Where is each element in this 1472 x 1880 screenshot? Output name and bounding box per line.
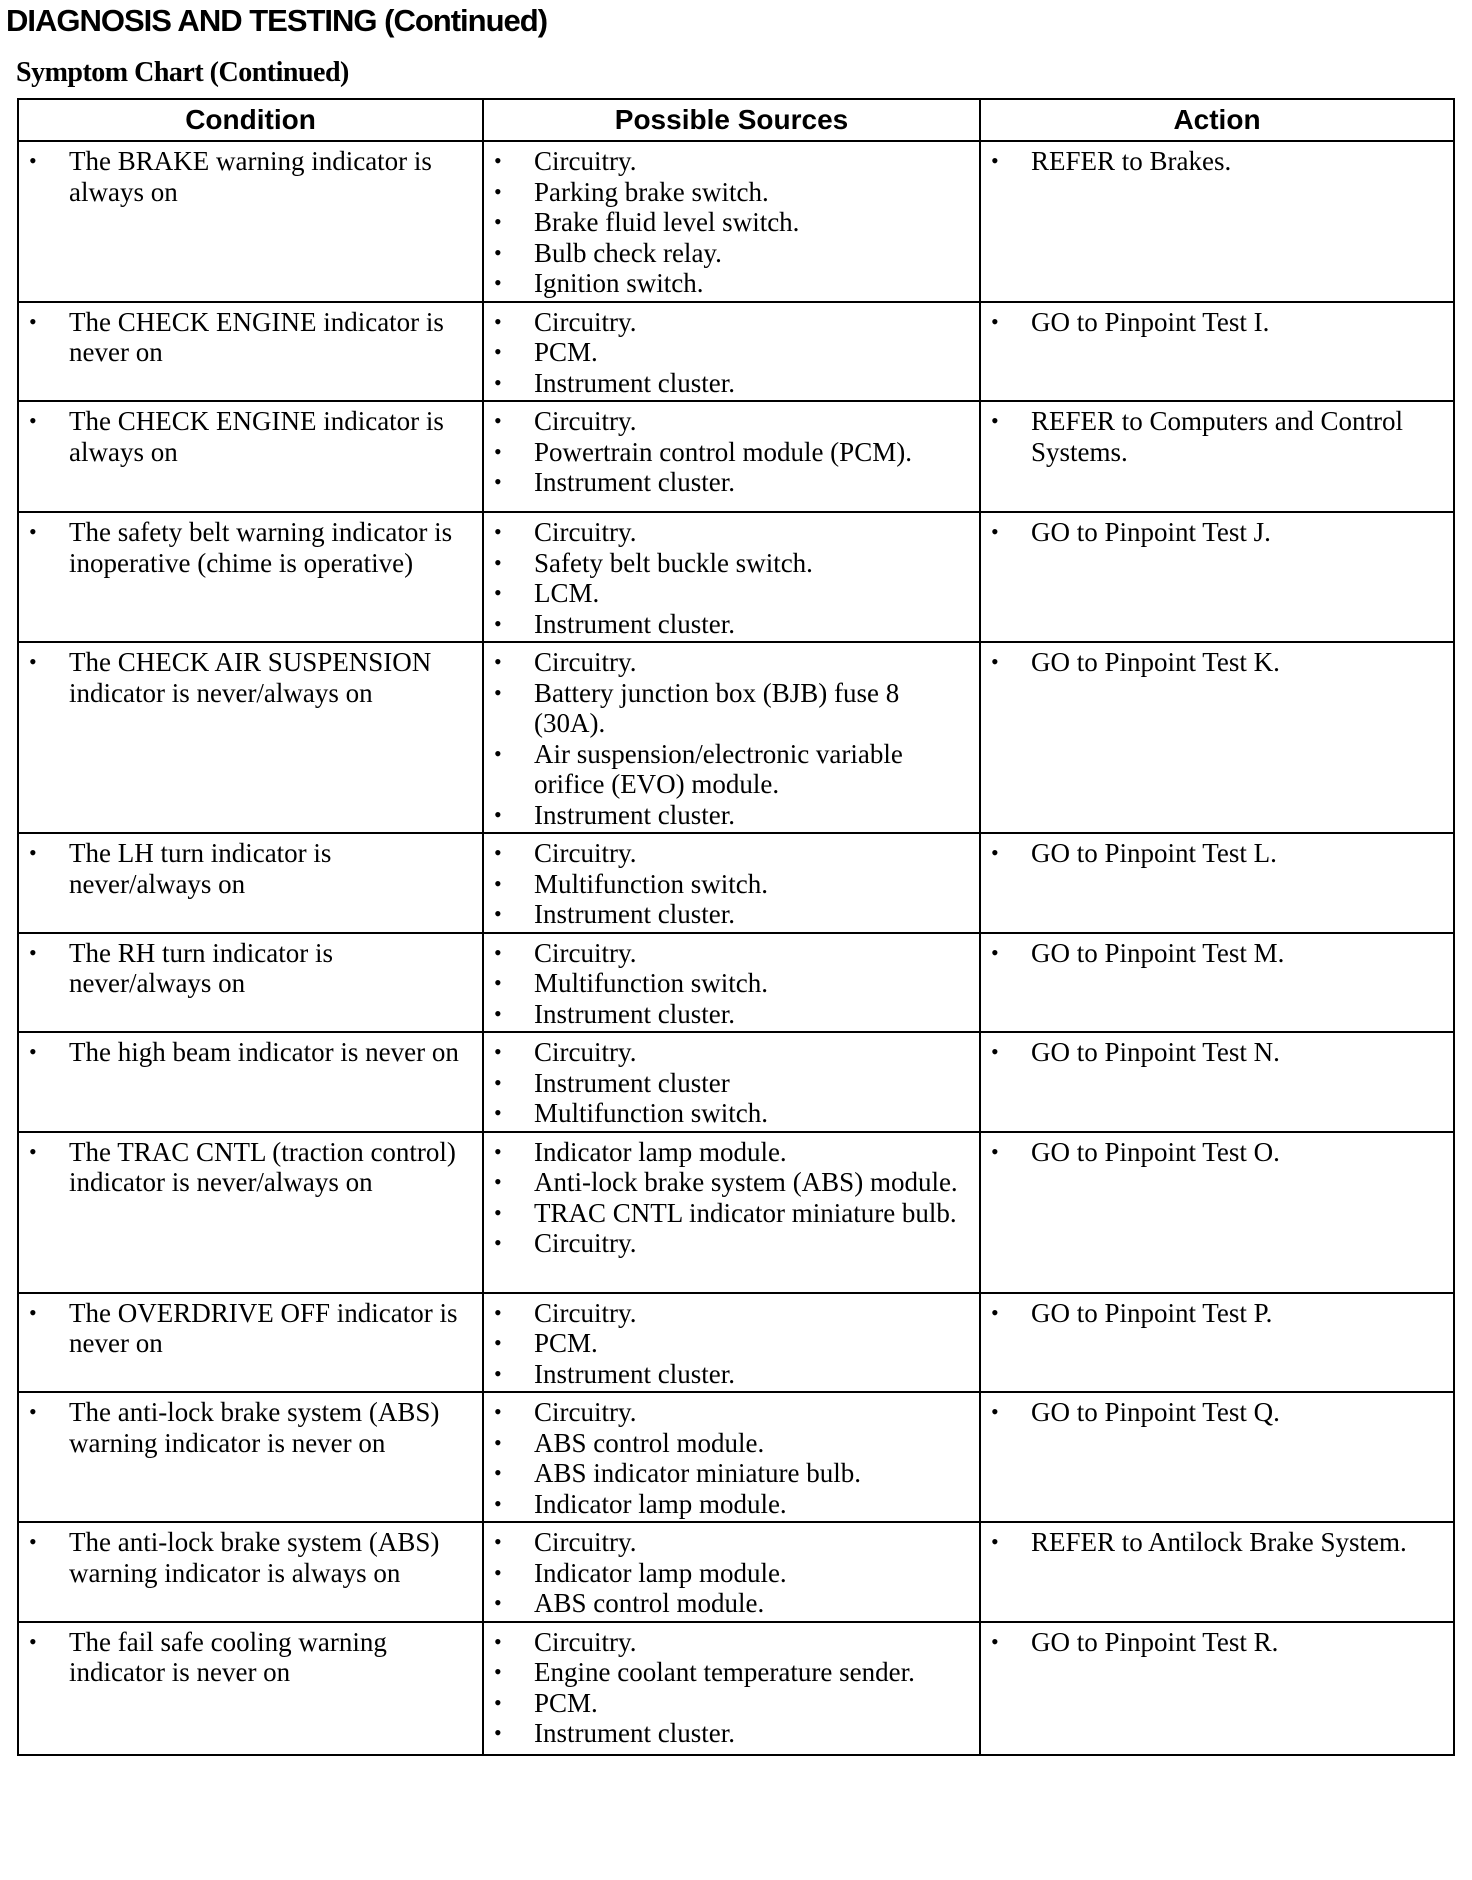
action-cell-list [991,1527,1447,1558]
condition-cell [18,1622,483,1755]
source-item: • Powertrain control module (PCM). [494,437,973,468]
sources-cell-list [494,1137,973,1259]
sources-cell-list [494,517,973,639]
source-item: • Air suspension/electronic variable orifice (EVO) module. [494,739,973,800]
action-cell-list [991,406,1447,467]
source-item: • Brake fluid level switch. [494,207,973,238]
source-item: • Instrument cluster. [494,999,973,1030]
table-row [18,1522,1454,1622]
source-item: • Circuitry. [494,146,973,177]
sources-cell-list [494,838,973,930]
action-text: • REFER to Brakes. [991,146,1447,177]
sources-cell-list [494,1627,973,1749]
action-text: • GO to Pinpoint Test M. [991,938,1447,969]
table-row [18,1032,1454,1132]
table-row [18,512,1454,642]
condition-text: • The high beam indicator is never on [29,1037,476,1068]
action-text: • GO to Pinpoint Test J. [991,517,1447,548]
source-item: • PCM. [494,1328,973,1359]
action-text: • GO to Pinpoint Test I. [991,307,1447,338]
action-text: • REFER to Computers and Control Systems. [991,406,1447,467]
source-item: • Instrument cluster. [494,800,973,831]
source-item: • PCM. [494,337,973,368]
source-item: • Instrument cluster. [494,1718,973,1749]
sources-cell [483,141,980,302]
sources-cell [483,1622,980,1755]
table-row [18,933,1454,1033]
condition-cell [18,1392,483,1522]
sources-cell [483,1293,980,1393]
source-item: • Instrument cluster. [494,467,973,498]
source-item: • ABS indicator miniature bulb. [494,1458,973,1489]
source-item: • Circuitry. [494,1627,973,1658]
source-item: • Indicator lamp module. [494,1137,973,1168]
action-cell [980,1622,1454,1755]
sources-cell-list [494,146,973,299]
action-cell-list [991,1137,1447,1168]
sources-cell [483,1132,980,1293]
sources-cell-list [494,307,973,399]
column-header-action: Action [980,99,1454,141]
source-item: • Instrument cluster. [494,899,973,930]
source-item: • Engine coolant temperature sender. [494,1657,973,1688]
source-item: • Multifunction switch. [494,869,973,900]
source-item: • TRAC CNTL indicator miniature bulb. [494,1198,973,1229]
table-row [18,642,1454,833]
action-cell [980,1293,1454,1393]
condition-cell-list [29,1298,476,1359]
condition-text: • The anti-lock brake system (ABS) warning indicator is always on [29,1527,476,1588]
source-item: • Parking brake switch. [494,177,973,208]
table-row [18,1293,1454,1393]
action-cell-list [991,146,1447,177]
source-item: • Multifunction switch. [494,1098,973,1129]
sources-cell [483,512,980,642]
condition-cell-list [29,517,476,578]
table-body [18,141,1454,1755]
action-cell [980,833,1454,933]
condition-cell-list [29,1137,476,1198]
sources-cell [483,933,980,1033]
condition-cell-list [29,146,476,207]
condition-text: • The TRAC CNTL (traction control) indicator is never/always on [29,1137,476,1198]
action-text: • REFER to Antilock Brake System. [991,1527,1447,1558]
source-item: • Circuitry. [494,1298,973,1329]
action-cell-list [991,517,1447,548]
source-item: • ABS control module. [494,1588,973,1619]
section-subtitle: Symptom Chart (Continued) [16,57,349,88]
source-item: • Instrument cluster [494,1068,973,1099]
source-item: • Circuitry. [494,1397,973,1428]
action-text: • GO to Pinpoint Test L. [991,838,1447,869]
source-item: • PCM. [494,1688,973,1719]
source-item: • Multifunction switch. [494,968,973,999]
source-item: • Indicator lamp module. [494,1489,973,1520]
table-row [18,833,1454,933]
condition-cell-list [29,938,476,999]
action-text: • GO to Pinpoint Test R. [991,1627,1447,1658]
condition-text: • The fail safe cooling warning indicator is never on [29,1627,476,1688]
action-text: • GO to Pinpoint Test N. [991,1037,1447,1068]
sources-cell-list [494,938,973,1030]
action-cell-list [991,307,1447,338]
action-cell-list [991,1397,1447,1428]
page-title: DIAGNOSIS AND TESTING (Continued) [6,3,548,38]
symptom-chart-table [17,98,1455,1756]
condition-text: • The anti-lock brake system (ABS) warning indicator is never on [29,1397,476,1458]
action-cell [980,1132,1454,1293]
table-row [18,1132,1454,1293]
condition-cell-list [29,1527,476,1588]
condition-cell-list [29,1397,476,1458]
action-cell [980,141,1454,302]
source-item: • Battery junction box (BJB) fuse 8 (30A). [494,678,973,739]
sources-cell [483,1032,980,1132]
action-cell-list [991,647,1447,678]
condition-cell [18,401,483,512]
condition-cell [18,1032,483,1132]
action-cell [980,512,1454,642]
source-item: • LCM. [494,578,973,609]
condition-text: • The CHECK AIR SUSPENSION indicator is never/always on [29,647,476,708]
source-item: • Instrument cluster. [494,609,973,640]
table-row [18,1622,1454,1755]
source-item: • Circuitry. [494,406,973,437]
sources-cell-list [494,1527,973,1619]
source-item: • Instrument cluster. [494,368,973,399]
sources-cell [483,1392,980,1522]
action-cell [980,642,1454,833]
table-row [18,141,1454,302]
action-cell [980,1522,1454,1622]
source-item: • Indicator lamp module. [494,1558,973,1589]
action-cell-list [991,1037,1447,1068]
source-item: • Instrument cluster. [494,1359,973,1390]
source-item: • Safety belt buckle switch. [494,548,973,579]
action-text: • GO to Pinpoint Test O. [991,1137,1447,1168]
action-cell [980,401,1454,512]
sources-cell [483,401,980,512]
condition-cell-list [29,406,476,467]
condition-text: • The RH turn indicator is never/always on [29,938,476,999]
condition-text: • The CHECK ENGINE indicator is never on [29,307,476,368]
action-text: • GO to Pinpoint Test P. [991,1298,1447,1329]
sources-cell-list [494,406,973,498]
sources-cell [483,833,980,933]
source-item: • Circuitry. [494,1037,973,1068]
action-text: • GO to Pinpoint Test K. [991,647,1447,678]
action-cell [980,1392,1454,1522]
sources-cell-list [494,1298,973,1390]
source-item: • Circuitry. [494,647,973,678]
sources-cell [483,642,980,833]
table-row [18,302,1454,402]
action-text: • GO to Pinpoint Test Q. [991,1397,1447,1428]
table-row [18,1392,1454,1522]
action-cell-list [991,938,1447,969]
condition-cell [18,141,483,302]
sources-cell [483,302,980,402]
condition-cell-list [29,838,476,899]
action-cell-list [991,1627,1447,1658]
source-item: • Ignition switch. [494,268,973,299]
action-cell [980,302,1454,402]
condition-cell [18,833,483,933]
condition-cell [18,512,483,642]
condition-text: • The OVERDRIVE OFF indicator is never on [29,1298,476,1359]
sources-cell-list [494,647,973,830]
condition-cell [18,1522,483,1622]
condition-text: • The BRAKE warning indicator is always on [29,146,476,207]
sources-cell [483,1522,980,1622]
condition-cell [18,1132,483,1293]
table-row [18,401,1454,512]
condition-cell-list [29,1627,476,1688]
action-cell-list [991,838,1447,869]
condition-cell [18,933,483,1033]
action-cell-list [991,1298,1447,1329]
source-item: • Anti-lock brake system (ABS) module. [494,1167,973,1198]
column-header-possible-sources: Possible Sources [483,99,980,141]
source-item: • Circuitry. [494,517,973,548]
source-item: • Circuitry. [494,307,973,338]
source-item: • Circuitry. [494,838,973,869]
condition-cell-list [29,647,476,708]
source-item: • Circuitry. [494,938,973,969]
condition-text: • The safety belt warning indicator is inoperative (chime is operative) [29,517,476,578]
table-header-row [18,99,1454,141]
sources-cell-list [494,1397,973,1519]
column-header-condition: Condition [18,99,483,141]
condition-cell-list [29,307,476,368]
action-cell [980,933,1454,1033]
action-cell [980,1032,1454,1132]
source-item: • Circuitry. [494,1228,973,1259]
condition-cell [18,1293,483,1393]
condition-cell [18,302,483,402]
sources-cell-list [494,1037,973,1129]
source-item: • ABS control module. [494,1428,973,1459]
source-item: • Circuitry. [494,1527,973,1558]
condition-cell [18,642,483,833]
source-item: • Bulb check relay. [494,238,973,269]
condition-text: • The LH turn indicator is never/always on [29,838,476,899]
condition-text: • The CHECK ENGINE indicator is always on [29,406,476,467]
condition-cell-list [29,1037,476,1068]
